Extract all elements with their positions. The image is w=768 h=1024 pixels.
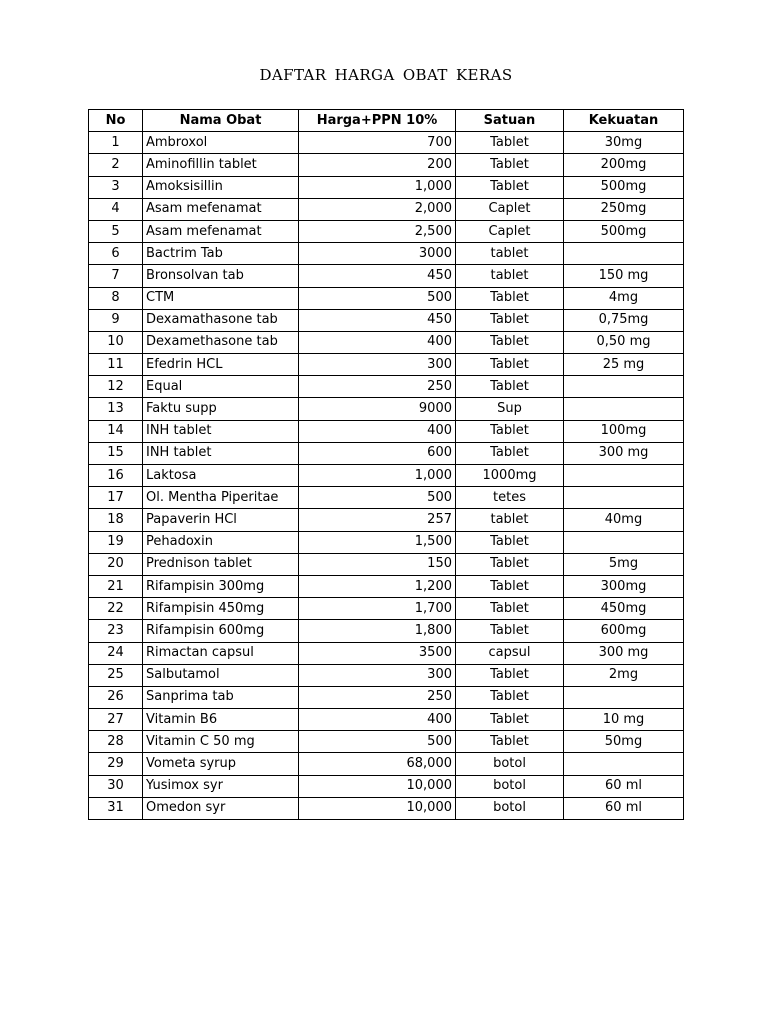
cell-unit: botol [456, 797, 564, 819]
cell-price: 500 [299, 487, 456, 509]
cell-price: 450 [299, 309, 456, 331]
table-row [89, 376, 684, 398]
cell-no: 9 [89, 309, 143, 331]
table-row [89, 731, 684, 753]
cell-no: 16 [89, 465, 143, 487]
cell-drug-name: Pehadoxin [143, 531, 299, 553]
cell-unit: Tablet [456, 331, 564, 353]
cell-unit: tablet [456, 265, 564, 287]
table-row [89, 465, 684, 487]
cell-drug-name: Prednison tablet [143, 553, 299, 575]
cell-strength: 450mg [564, 598, 684, 620]
cell-unit: botol [456, 753, 564, 775]
table-row [89, 243, 684, 265]
cell-no: 15 [89, 442, 143, 464]
cell-price: 600 [299, 442, 456, 464]
table-row [89, 664, 684, 686]
cell-strength: 2mg [564, 664, 684, 686]
cell-unit: Tablet [456, 287, 564, 309]
table-header-row [89, 110, 684, 132]
cell-price: 450 [299, 265, 456, 287]
cell-price: 257 [299, 509, 456, 531]
table-row [89, 354, 684, 376]
table-row [89, 509, 684, 531]
cell-price: 3000 [299, 243, 456, 265]
cell-price: 1,800 [299, 620, 456, 642]
cell-strength: 60 ml [564, 775, 684, 797]
cell-unit: tetes [456, 487, 564, 509]
cell-unit: Tablet [456, 442, 564, 464]
cell-price: 1,700 [299, 598, 456, 620]
cell-drug-name: Dexamethasone tab [143, 331, 299, 353]
cell-drug-name: Bronsolvan tab [143, 265, 299, 287]
cell-unit: Caplet [456, 220, 564, 242]
cell-no: 5 [89, 220, 143, 242]
cell-price: 1,000 [299, 176, 456, 198]
cell-price: 2,000 [299, 198, 456, 220]
cell-strength: 100mg [564, 420, 684, 442]
cell-unit: Tablet [456, 531, 564, 553]
header-strength: Kekuatan [564, 110, 684, 132]
table-row [89, 598, 684, 620]
cell-strength: 60 ml [564, 797, 684, 819]
cell-unit: Tablet [456, 420, 564, 442]
cell-unit: Tablet [456, 309, 564, 331]
cell-drug-name: Salbutamol [143, 664, 299, 686]
cell-strength: 300 mg [564, 442, 684, 464]
cell-drug-name: Omedon syr [143, 797, 299, 819]
cell-drug-name: Bactrim Tab [143, 243, 299, 265]
cell-price: 250 [299, 376, 456, 398]
cell-strength: 500mg [564, 176, 684, 198]
cell-unit: Sup [456, 398, 564, 420]
cell-strength: 5mg [564, 553, 684, 575]
cell-unit: Tablet [456, 731, 564, 753]
cell-no: 1 [89, 132, 143, 154]
table-row [89, 287, 684, 309]
cell-strength: 50mg [564, 731, 684, 753]
cell-drug-name: Efedrin HCL [143, 354, 299, 376]
cell-drug-name: Faktu supp [143, 398, 299, 420]
cell-no: 3 [89, 176, 143, 198]
cell-unit: capsul [456, 642, 564, 664]
cell-price: 500 [299, 731, 456, 753]
cell-strength [564, 686, 684, 708]
cell-drug-name: INH tablet [143, 420, 299, 442]
cell-no: 18 [89, 509, 143, 531]
table-row [89, 709, 684, 731]
table-row [89, 620, 684, 642]
cell-no: 28 [89, 731, 143, 753]
header-unit: Satuan [456, 110, 564, 132]
cell-strength [564, 376, 684, 398]
cell-no: 7 [89, 265, 143, 287]
table-row [89, 531, 684, 553]
cell-unit: Tablet [456, 575, 564, 597]
table-row [89, 642, 684, 664]
cell-price: 400 [299, 331, 456, 353]
drug-price-table [88, 109, 684, 820]
table-row [89, 176, 684, 198]
cell-unit: Tablet [456, 709, 564, 731]
cell-no: 4 [89, 198, 143, 220]
cell-drug-name: INH tablet [143, 442, 299, 464]
cell-drug-name: Asam mefenamat [143, 198, 299, 220]
cell-drug-name: Ambroxol [143, 132, 299, 154]
cell-no: 11 [89, 354, 143, 376]
cell-strength: 40mg [564, 509, 684, 531]
cell-unit: Caplet [456, 198, 564, 220]
cell-strength [564, 243, 684, 265]
cell-drug-name: Equal [143, 376, 299, 398]
cell-unit: 1000mg [456, 465, 564, 487]
cell-price: 300 [299, 354, 456, 376]
header-drug-name: Nama Obat [143, 110, 299, 132]
cell-unit: Tablet [456, 376, 564, 398]
table-row [89, 220, 684, 242]
cell-drug-name: Vitamin C 50 mg [143, 731, 299, 753]
cell-no: 27 [89, 709, 143, 731]
table-row [89, 753, 684, 775]
cell-unit: Tablet [456, 553, 564, 575]
cell-drug-name: Rifampisin 600mg [143, 620, 299, 642]
cell-strength: 150 mg [564, 265, 684, 287]
cell-no: 2 [89, 154, 143, 176]
cell-no: 8 [89, 287, 143, 309]
cell-price: 68,000 [299, 753, 456, 775]
table-row [89, 154, 684, 176]
cell-drug-name: Amoksisillin [143, 176, 299, 198]
cell-no: 25 [89, 664, 143, 686]
cell-no: 12 [89, 376, 143, 398]
cell-price: 3500 [299, 642, 456, 664]
cell-no: 6 [89, 243, 143, 265]
table-row [89, 331, 684, 353]
cell-no: 26 [89, 686, 143, 708]
cell-no: 24 [89, 642, 143, 664]
cell-strength: 10 mg [564, 709, 684, 731]
cell-no: 10 [89, 331, 143, 353]
cell-price: 1,200 [299, 575, 456, 597]
cell-drug-name: Asam mefenamat [143, 220, 299, 242]
cell-no: 23 [89, 620, 143, 642]
cell-price: 10,000 [299, 797, 456, 819]
cell-strength: 30mg [564, 132, 684, 154]
table-row [89, 553, 684, 575]
cell-price: 10,000 [299, 775, 456, 797]
cell-no: 21 [89, 575, 143, 597]
cell-no: 13 [89, 398, 143, 420]
cell-unit: Tablet [456, 598, 564, 620]
cell-unit: Tablet [456, 686, 564, 708]
cell-strength: 300mg [564, 575, 684, 597]
table-row [89, 775, 684, 797]
cell-strength [564, 753, 684, 775]
cell-strength: 600mg [564, 620, 684, 642]
cell-drug-name: Rifampisin 300mg [143, 575, 299, 597]
cell-drug-name: Rimactan capsul [143, 642, 299, 664]
cell-strength [564, 531, 684, 553]
cell-drug-name: Aminofillin tablet [143, 154, 299, 176]
table-row [89, 686, 684, 708]
cell-drug-name: Ol. Mentha Piperitae [143, 487, 299, 509]
cell-price: 500 [299, 287, 456, 309]
cell-price: 700 [299, 132, 456, 154]
cell-unit: Tablet [456, 620, 564, 642]
cell-unit: Tablet [456, 664, 564, 686]
table-row [89, 398, 684, 420]
cell-price: 1,500 [299, 531, 456, 553]
document-title: DAFTAR HARGA OBAT KERAS [259, 66, 513, 84]
cell-drug-name: Sanprima tab [143, 686, 299, 708]
cell-unit: tablet [456, 509, 564, 531]
cell-no: 22 [89, 598, 143, 620]
cell-strength: 25 mg [564, 354, 684, 376]
cell-unit: tablet [456, 243, 564, 265]
table-body [89, 132, 684, 820]
cell-price: 1,000 [299, 465, 456, 487]
cell-strength [564, 487, 684, 509]
table-row [89, 487, 684, 509]
table-row [89, 265, 684, 287]
cell-drug-name: CTM [143, 287, 299, 309]
cell-unit: Tablet [456, 176, 564, 198]
cell-price: 9000 [299, 398, 456, 420]
cell-drug-name: Vitamin B6 [143, 709, 299, 731]
cell-unit: Tablet [456, 154, 564, 176]
cell-strength: 0,50 mg [564, 331, 684, 353]
cell-price: 400 [299, 709, 456, 731]
cell-drug-name: Yusimox syr [143, 775, 299, 797]
cell-drug-name: Rifampisin 450mg [143, 598, 299, 620]
cell-strength: 300 mg [564, 642, 684, 664]
cell-unit: botol [456, 775, 564, 797]
cell-price: 150 [299, 553, 456, 575]
cell-no: 29 [89, 753, 143, 775]
table-row [89, 442, 684, 464]
cell-price: 250 [299, 686, 456, 708]
cell-price: 400 [299, 420, 456, 442]
cell-no: 20 [89, 553, 143, 575]
table-row [89, 132, 684, 154]
cell-strength: 4mg [564, 287, 684, 309]
cell-drug-name: Laktosa [143, 465, 299, 487]
cell-drug-name: Dexamathasone tab [143, 309, 299, 331]
table-row [89, 797, 684, 819]
cell-strength: 0,75mg [564, 309, 684, 331]
table-row [89, 575, 684, 597]
table-row [89, 309, 684, 331]
table-row [89, 420, 684, 442]
cell-no: 14 [89, 420, 143, 442]
table-row [89, 198, 684, 220]
cell-strength: 200mg [564, 154, 684, 176]
cell-unit: Tablet [456, 132, 564, 154]
cell-unit: Tablet [456, 354, 564, 376]
cell-strength: 250mg [564, 198, 684, 220]
cell-no: 17 [89, 487, 143, 509]
cell-strength [564, 465, 684, 487]
cell-strength: 500mg [564, 220, 684, 242]
cell-price: 2,500 [299, 220, 456, 242]
cell-no: 30 [89, 775, 143, 797]
cell-no: 31 [89, 797, 143, 819]
cell-price: 300 [299, 664, 456, 686]
cell-no: 19 [89, 531, 143, 553]
header-no: No [89, 110, 143, 132]
cell-drug-name: Papaverin HCl [143, 509, 299, 531]
header-price: Harga+PPN 10% [299, 110, 456, 132]
cell-strength [564, 398, 684, 420]
cell-price: 200 [299, 154, 456, 176]
cell-drug-name: Vometa syrup [143, 753, 299, 775]
